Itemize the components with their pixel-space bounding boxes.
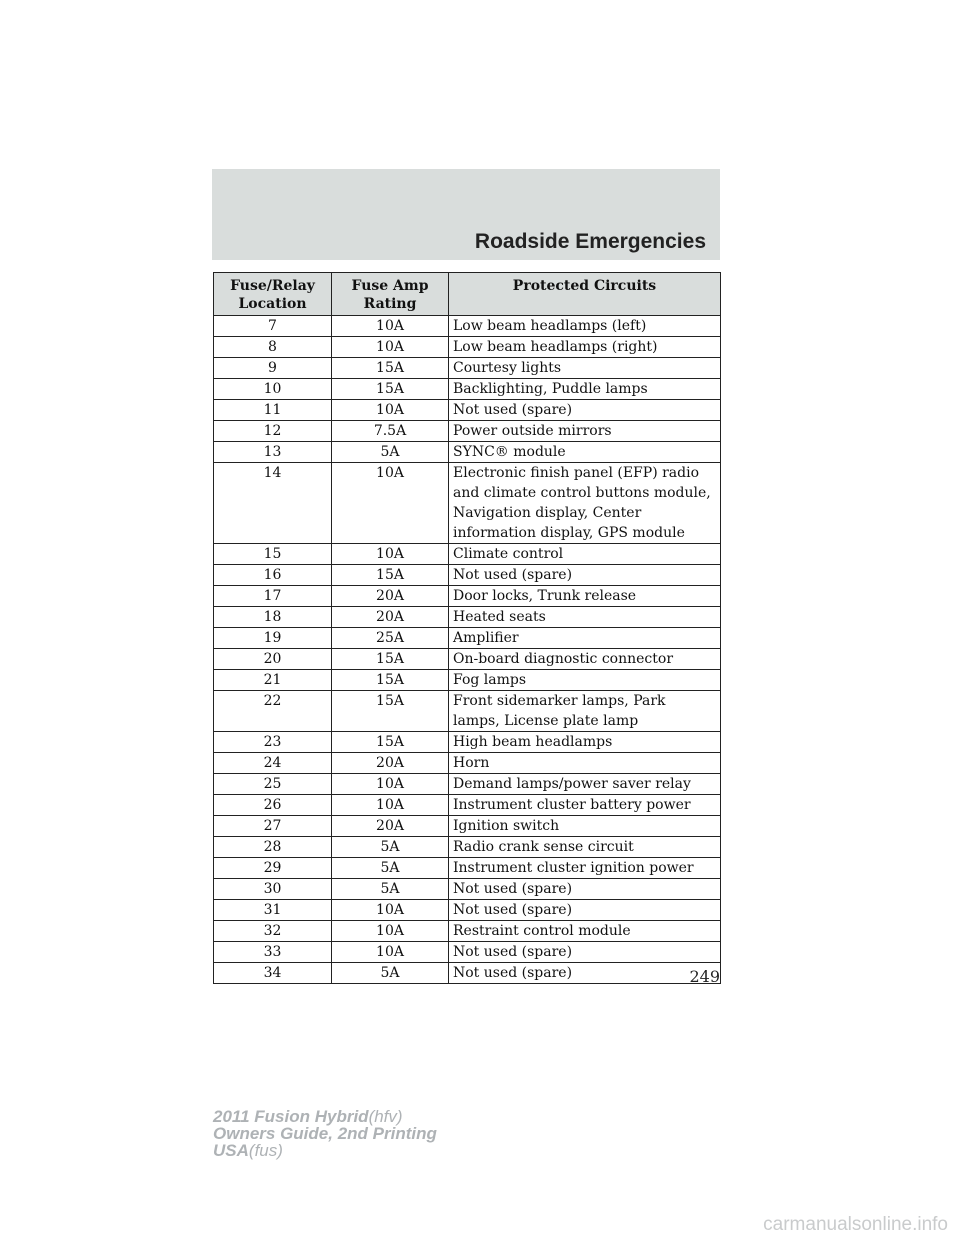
watermark-text: carmanualsonline.info <box>763 1214 948 1235</box>
table-row <box>214 586 721 607</box>
protected-circuits-cell: Heated seats <box>449 607 721 628</box>
table-row <box>214 463 721 544</box>
section-header-bar <box>212 169 720 260</box>
fuse-rating-cell: 5A <box>332 879 449 900</box>
protected-circuits-cell: Backlighting, Puddle lamps <box>449 379 721 400</box>
table-row <box>214 963 721 984</box>
fuse-rating-cell: 5A <box>332 858 449 879</box>
fuse-location-cell: 19 <box>214 628 332 649</box>
protected-circuits-cell: Horn <box>449 753 721 774</box>
table-row <box>214 649 721 670</box>
table-row <box>214 732 721 753</box>
footer <box>213 1108 437 1159</box>
fuse-location-cell: 14 <box>214 463 332 544</box>
table-row <box>214 544 721 565</box>
fuse-rating-cell: 5A <box>332 837 449 858</box>
fuse-rating-cell: 15A <box>332 358 449 379</box>
fuse-rating-cell: 10A <box>332 921 449 942</box>
section-title: Roadside Emergencies <box>474 230 706 253</box>
table-row <box>214 921 721 942</box>
table-row <box>214 565 721 586</box>
fuse-rating-cell: 10A <box>332 795 449 816</box>
fuse-location-cell: 17 <box>214 586 332 607</box>
fuse-location-cell: 11 <box>214 400 332 421</box>
table-row <box>214 628 721 649</box>
protected-circuits-cell: Not used (spare) <box>449 942 721 963</box>
fuse-location-cell: 28 <box>214 837 332 858</box>
fuse-location-cell: 18 <box>214 607 332 628</box>
fuse-rating-cell: 25A <box>332 628 449 649</box>
table-row <box>214 337 721 358</box>
fuse-location-cell: 8 <box>214 337 332 358</box>
fuse-rating-cell: 10A <box>332 316 449 337</box>
fuse-location-cell: 25 <box>214 774 332 795</box>
footer-line-1: 2011 Fusion Hybrid(hfv) <box>213 1107 403 1126</box>
table-row <box>214 942 721 963</box>
protected-circuits-cell: Front sidemarker lamps, Park lamps, License plate lamp <box>449 691 721 732</box>
fuse-rating-cell: 15A <box>332 565 449 586</box>
protected-circuits-cell: Low beam headlamps (right) <box>449 337 721 358</box>
footer-line-3: USA(fus) <box>213 1141 283 1160</box>
table-body <box>214 316 721 984</box>
fuse-location-cell: 30 <box>214 879 332 900</box>
protected-circuits-cell: Electronic finish panel (EFP) radio and climate control buttons module, Navigation display, Center information display, GPS module <box>449 463 721 544</box>
fuse-rating-cell: 15A <box>332 732 449 753</box>
table-row <box>214 774 721 795</box>
fuse-location-cell: 31 <box>214 900 332 921</box>
protected-circuits-cell: Not used (spare) <box>449 963 721 984</box>
protected-circuits-cell: Not used (spare) <box>449 565 721 586</box>
fuse-rating-cell: 20A <box>332 586 449 607</box>
fuse-location-cell: 7 <box>214 316 332 337</box>
fuse-rating-cell: 10A <box>332 544 449 565</box>
fuse-rating-cell: 15A <box>332 649 449 670</box>
fuse-location-cell: 9 <box>214 358 332 379</box>
fuse-rating-cell: 5A <box>332 963 449 984</box>
fuse-location-cell: 32 <box>214 921 332 942</box>
protected-circuits-cell: Fog lamps <box>449 670 721 691</box>
protected-circuits-cell: On-board diagnostic connector <box>449 649 721 670</box>
fuse-location-cell: 34 <box>214 963 332 984</box>
fuse-location-cell: 20 <box>214 649 332 670</box>
fuse-location-cell: 27 <box>214 816 332 837</box>
table-row <box>214 900 721 921</box>
protected-circuits-cell: Power outside mirrors <box>449 421 721 442</box>
protected-circuits-cell: Courtesy lights <box>449 358 721 379</box>
fuse-rating-cell: 10A <box>332 942 449 963</box>
table-row <box>214 795 721 816</box>
fuse-rating-cell: 7.5A <box>332 421 449 442</box>
table-row <box>214 879 721 900</box>
fuse-rating-cell: 20A <box>332 753 449 774</box>
table-row <box>214 816 721 837</box>
page-number: 249 <box>689 967 720 986</box>
header-circuits: Protected Circuits <box>449 273 721 316</box>
protected-circuits-cell: Radio crank sense circuit <box>449 837 721 858</box>
fuse-location-cell: 26 <box>214 795 332 816</box>
fuse-rating-cell: 5A <box>332 442 449 463</box>
protected-circuits-cell: Climate control <box>449 544 721 565</box>
fuse-location-cell: 12 <box>214 421 332 442</box>
protected-circuits-cell: Low beam headlamps (left) <box>449 316 721 337</box>
fuse-rating-cell: 10A <box>332 463 449 544</box>
table-row <box>214 400 721 421</box>
fuse-rating-cell: 10A <box>332 774 449 795</box>
fuse-table <box>213 272 721 984</box>
protected-circuits-cell: Amplifier <box>449 628 721 649</box>
fuse-rating-cell: 10A <box>332 900 449 921</box>
protected-circuits-cell: Instrument cluster ignition power <box>449 858 721 879</box>
protected-circuits-cell: Restraint control module <box>449 921 721 942</box>
table-row <box>214 421 721 442</box>
fuse-rating-cell: 20A <box>332 816 449 837</box>
footer-line-2: Owners Guide, 2nd Printing <box>213 1124 437 1143</box>
fuse-location-cell: 22 <box>214 691 332 732</box>
fuse-rating-cell: 15A <box>332 379 449 400</box>
protected-circuits-cell: Not used (spare) <box>449 879 721 900</box>
table-row <box>214 837 721 858</box>
table-row <box>214 691 721 732</box>
fuse-location-cell: 10 <box>214 379 332 400</box>
fuse-location-cell: 23 <box>214 732 332 753</box>
protected-circuits-cell: SYNC® module <box>449 442 721 463</box>
fuse-rating-cell: 15A <box>332 691 449 732</box>
fuse-location-cell: 16 <box>214 565 332 586</box>
protected-circuits-cell: High beam headlamps <box>449 732 721 753</box>
fuse-rating-cell: 10A <box>332 400 449 421</box>
header-rating: Fuse Amp Rating <box>332 273 449 316</box>
fuse-location-cell: 29 <box>214 858 332 879</box>
fuse-rating-cell: 15A <box>332 670 449 691</box>
fuse-rating-cell: 10A <box>332 337 449 358</box>
fuse-location-cell: 13 <box>214 442 332 463</box>
fuse-location-cell: 15 <box>214 544 332 565</box>
table-row <box>214 607 721 628</box>
table-row <box>214 316 721 337</box>
header-location: Fuse/Relay Location <box>214 273 332 316</box>
table-row <box>214 379 721 400</box>
fuse-location-cell: 33 <box>214 942 332 963</box>
table-row <box>214 442 721 463</box>
fuse-location-cell: 21 <box>214 670 332 691</box>
table-row <box>214 358 721 379</box>
fuse-location-cell: 24 <box>214 753 332 774</box>
protected-circuits-cell: Instrument cluster battery power <box>449 795 721 816</box>
protected-circuits-cell: Demand lamps/power saver relay <box>449 774 721 795</box>
protected-circuits-cell: Door locks, Trunk release <box>449 586 721 607</box>
table-header-row <box>214 273 721 316</box>
table-row <box>214 858 721 879</box>
table-row <box>214 753 721 774</box>
protected-circuits-cell: Not used (spare) <box>449 900 721 921</box>
fuse-rating-cell: 20A <box>332 607 449 628</box>
protected-circuits-cell: Not used (spare) <box>449 400 721 421</box>
table-row <box>214 670 721 691</box>
protected-circuits-cell: Ignition switch <box>449 816 721 837</box>
